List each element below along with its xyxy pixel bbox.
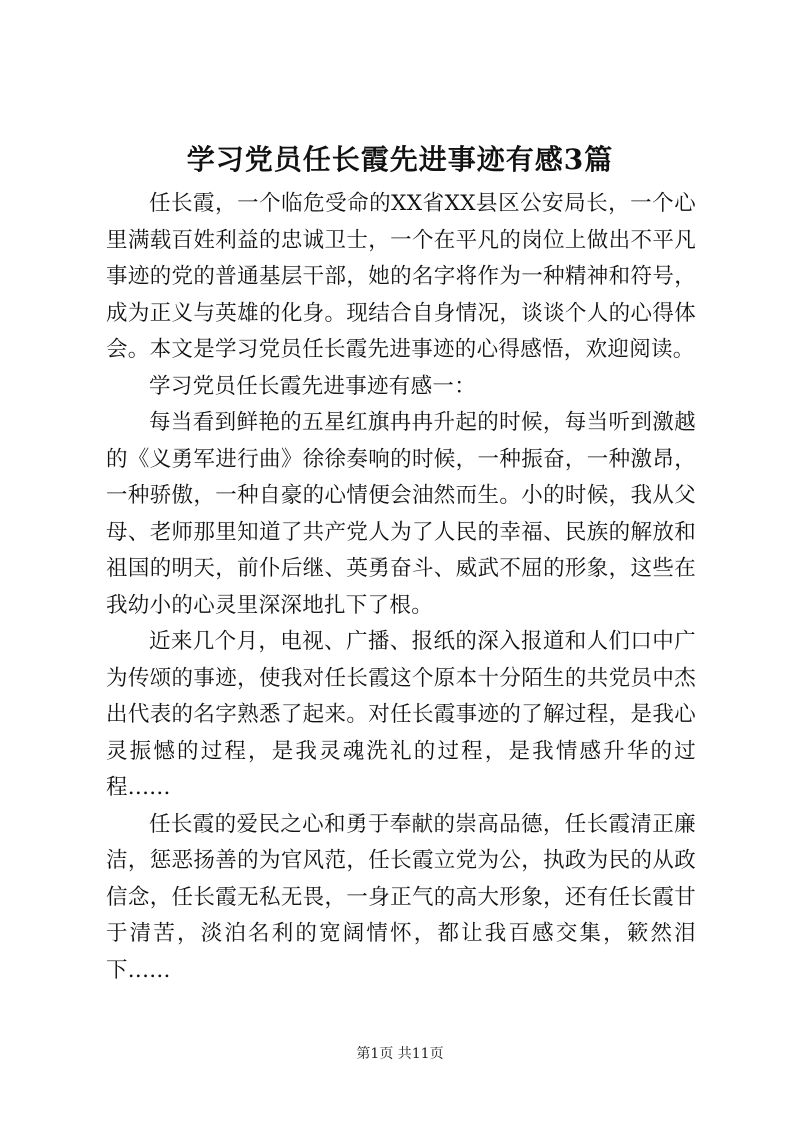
document-body [106, 186, 696, 989]
page-number-label: 第1页 共11页 [356, 1046, 444, 1062]
paragraph-intro: 任长霞，一个临危受命的XX省XX县区公安局长，一个心里满载百姓利益的忠诚卫士，一个在平凡的岗位上做出不平凡事迹的党的普通基层干部，她的名字将作为一种精神和符号，成为正义与英雄的化身。现结合自身情况，谈谈个人的心得体会。本文是学习党员任长霞先进事迹的心得感悟，欢迎阅读。 [106, 191, 696, 362]
paragraph-3: 任长霞的爱民之心和勇于奉献的崇高品德，任长霞清正廉洁，惩恶扬善的为官风范，任长霞立党为公，执政为民的从政信念，任长霞无私无畏，一身正气的高大形象，还有任长霞甘于清苦，淡泊名利的宽阔情怀，都让我百感交集，簌然泪下...... [106, 811, 696, 983]
section-heading: 学习党员任长霞先进事迹有感一： [149, 373, 477, 399]
paragraph-2: 近来几个月，电视、广播、报纸的深入报道和人们口中广为传颂的事迹，使我对任长霞这个原本十分陌生的共党员中杰出代表的名字熟悉了起来。对任长霞事迹的了解过程，是我心灵振憾的过程，是我灵魂洗礼的过程，是我情感升华的过程...... [106, 629, 696, 800]
paragraph-1: 每当看到鲜艳的五星红旗冉冉升起的时候，每当听到激越的《义勇军进行曲》徐徐奏响的时候，一种振奋，一种激昂，一种骄傲，一种自豪的心情便会油然而生。小的时候，我从父母、老师那里知道了共产党人为了人民的幸福、民族的解放和祖国的明天，前仆后继、英勇奋斗、威武不屈的形象，这些在我幼小的心灵里深深地扎下了根。 [106, 410, 696, 618]
page-footer [0, 1044, 800, 1064]
document-title: 学习党员任长霞先进事迹有感3篇 [186, 143, 614, 176]
